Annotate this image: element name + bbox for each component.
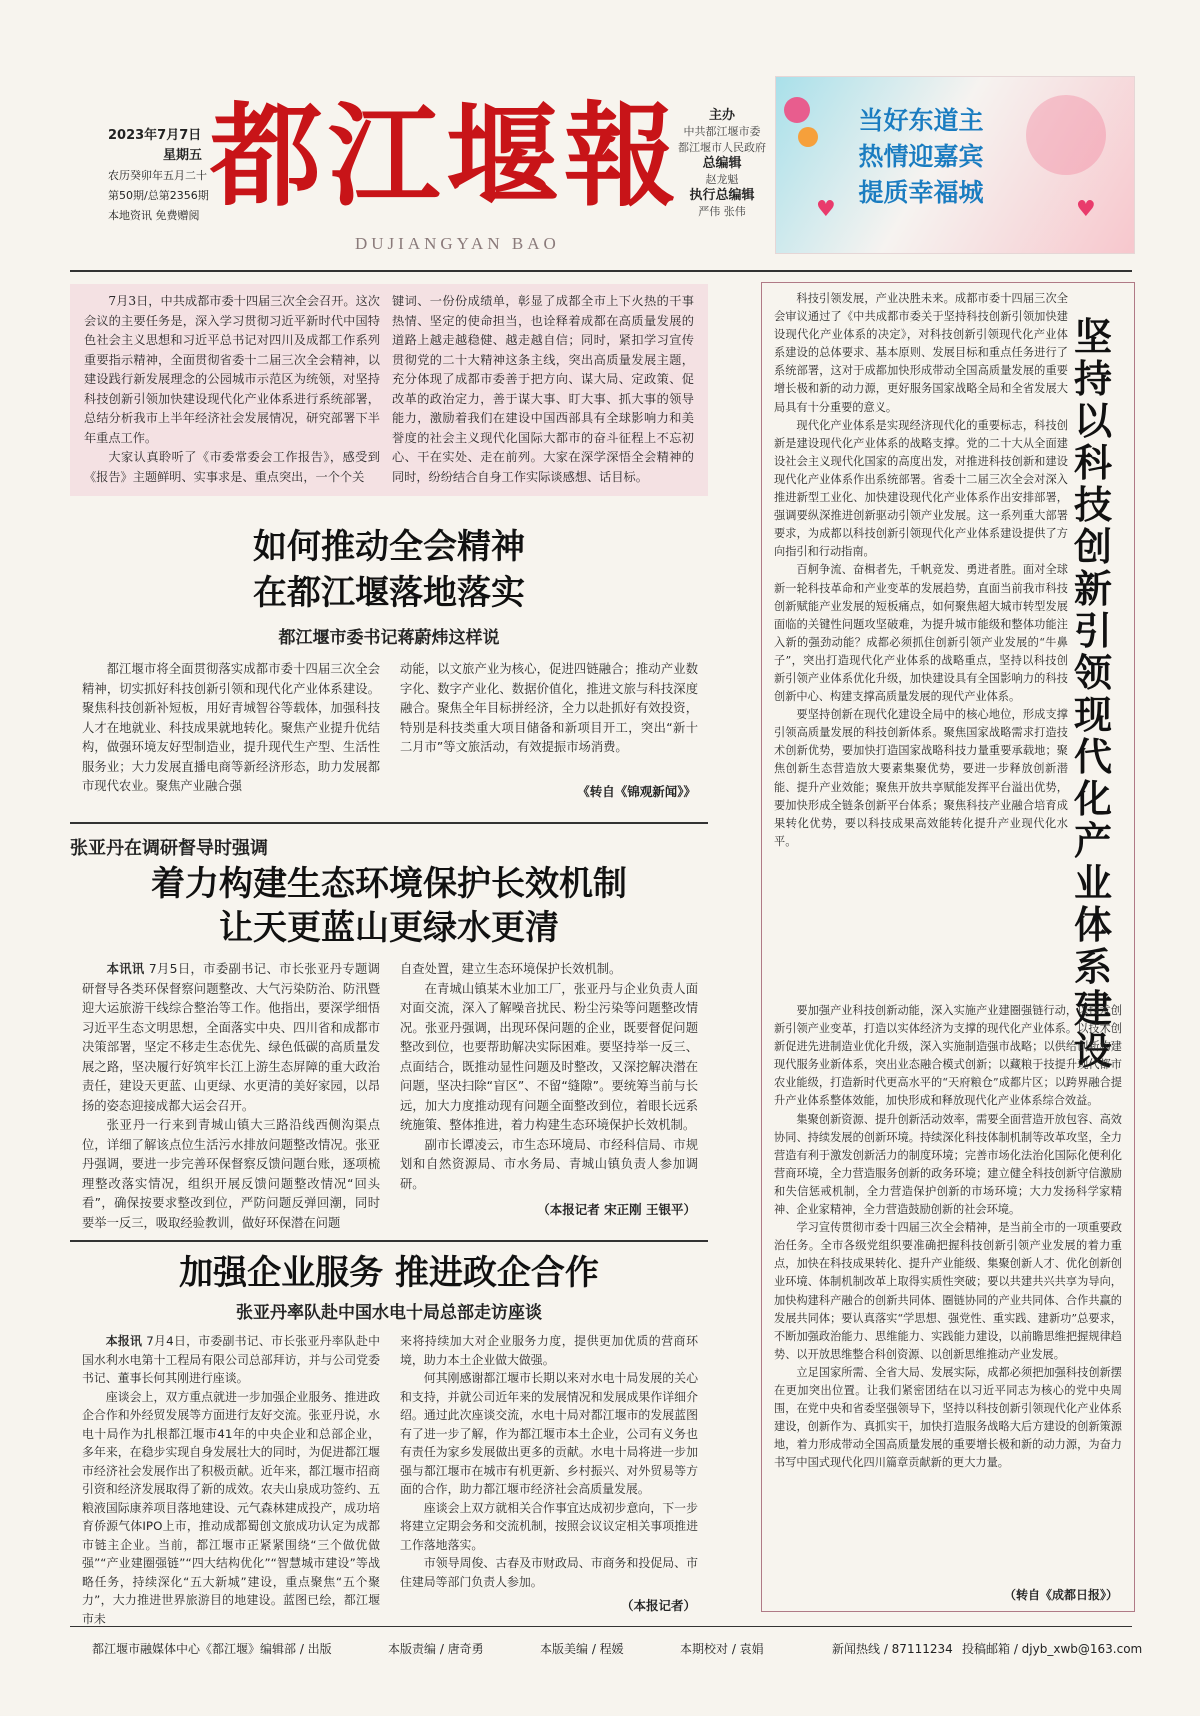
article-2-lede: 7月5日，市委副书记、市长张亚丹专题调研督导各类环保督察问题整改、大气污染防治、防汛暨迎大运旅游干线综合整治等工作。他指出，要深学细悟习近平生态文明思想，全面落实中央、四川省和成都市决策部署，坚定不移走生态优先、绿色低碳的高质量发展之路，坚决履行好筑牢长江上游生态屏障的重大政治责任，建设天更蓝、山更绿、水更清的美好家园，以昂扬的姿态迎接成都大运会召开。 bbox=[82, 962, 380, 1113]
article-1-subtitle: 都江堰市委书记蒋蔚炜这样说 bbox=[278, 628, 500, 648]
header-rule bbox=[70, 270, 1132, 272]
article-3-para-4: 何其刚感谢都江堰市长期以来对水电十局发展的关心和支持，并就公司近年来的发展情况和发展成果作详细介绍。通过此次座谈交流，水电十局对都江堰市的发展蓝图有了进一步了解，作为都江堰市本土企业，公司有义务也有责任为家乡发展做出更多的贡献。水电十局将进一步加强与都江堰市在城市有机更新、乡村振兴、对外贸易等方面的合作，助力都江堰市经济社会高质量发展。 bbox=[400, 1371, 698, 1496]
article-2-col-1 bbox=[82, 960, 380, 1233]
heart-icon: ♥ bbox=[816, 197, 836, 222]
lead-intro-para-1: 7月3日，中共成都市委十四届三次全会召开。这次会议的主要任务是，深入学习贯彻习近平新时代中国特色社会主义思想和习近平总书记对四川及成都工作系列重要指示精神，全面贯彻省委十二届三次全会精神，以建设践行新发展理念的公园城市示范区为统领，对坚持科技创新引领加快建设现代化产业体系进行系统部署，总结分析我市上半年经济社会发展情况，研究部署下半年重点工作。 bbox=[84, 294, 380, 445]
article-3-source: （本报记者） bbox=[620, 1598, 696, 1613]
footer bbox=[70, 1628, 1143, 1668]
article-3-subtitle: 张亚丹率队赴中国水电十局总部走访座谈 bbox=[236, 1303, 542, 1323]
lead-intro-para-2: 大家认真聆听了《市委常委会工作报告》，感受到《报告》主题鲜明、实事求是、重点突出，一个个关 bbox=[84, 450, 380, 484]
sponsor-1: 中共都江堰市委 bbox=[683, 125, 761, 138]
chief-editor: 赵龙魁 bbox=[705, 173, 739, 186]
slogan-line-3: 提质幸福城 bbox=[858, 178, 984, 207]
article-3-para-2: 座谈会上，双方重点就进一步加强企业服务、推进政企合作和外经贸发展等方面进行友好交流。张亚丹说，水电十局作为扎根都江堰市41年的中央企业和总部企业，多年来，在稳步实现自身发展壮大的同时，为促进都江堰市经济社会发展作出了积极贡献。近年来，都江堰市招商引资和经济发展取得了新的成效。农夫山泉成功签约、五粮液国际康养项目落地建设、元气森林建成投产，成功培育侨源气体IPO上市，推动成都蜀创文旅成功认定为成都市链主企业。当前，都江堰市正紧紧围绕“三个做优做强”“产业建圈强链”“四大结构优化”“智慧城市建设”等战略任务，持续深化“五大新城”建设，重点聚焦“五个聚力”，大力推进世界旅游目的地建设。蓝图已绘，都江堰市未 bbox=[82, 1389, 380, 1626]
masthead-title: 都江堰報 bbox=[210, 91, 682, 222]
article-2-para-5: 副市长谭凌云，市生态环境局、市经科信局、市规划和自然资源局、市水务局、青城山镇负责人参加调研。 bbox=[400, 1137, 698, 1191]
footer-rule bbox=[70, 1626, 1132, 1627]
lead-intro-col-1 bbox=[84, 292, 380, 487]
article-2-para-1 bbox=[82, 960, 380, 1116]
distribution-note: 本地资讯 免费赠阅 bbox=[108, 209, 200, 222]
balloon-icon bbox=[798, 127, 818, 147]
article-2-title-line-1: 着力构建生态环境保护长效机制 bbox=[151, 864, 627, 904]
article-3-para-6: 市领导周俊、古春及市财政局、市商务和投促局、市住建局等部门负责人参加。 bbox=[400, 1556, 698, 1589]
article-1-title-line-1: 如何推动全会精神 bbox=[253, 527, 525, 567]
lead-intro-panel bbox=[70, 284, 708, 496]
lead-intro-col-2: 键词、一份份成绩单，彰显了成都全市上下火热的干事热情、坚定的使命担当，也诠释着成都在高质量发展的道路上越走越稳健、越走越自信；同时，紧扣学习宣传贯彻党的二十大精神这条主线，突出高质量发展主题，充分体现了成都市委善于把方向、谋大局、定政策、促改革的政治定力，善于谋大事、盯大事、抓大事的领导能力，激励着我们在建设中国西部具有全球影响力和美誉度的社会主义现代化国际大都市的奋斗征程上不忘初心、干在实处、走在前列。大家在深学深悟全会精神的同时，纷纷结合自身工作实际谈感想、话目标。 bbox=[392, 294, 694, 484]
sponsor-label: 主办 bbox=[708, 108, 735, 123]
footer-email: 投稿邮箱 / djyb_xwb@163.com bbox=[962, 1642, 1143, 1656]
article-3-col-1 bbox=[82, 1332, 380, 1628]
right-feature-title: 坚持以科技创新引领现代化产业体系建设 bbox=[1074, 314, 1113, 1073]
article-3-para-1 bbox=[82, 1332, 380, 1388]
article-2-col-2 bbox=[400, 960, 698, 1194]
right-feature-source: （转自《成都日报》） bbox=[1004, 1588, 1119, 1602]
article-3-byline-label: 本报讯 bbox=[105, 1334, 143, 1348]
exec-editor-label: 执行总编辑 bbox=[689, 188, 755, 203]
right-feature-para-1: 科技引领发展，产业决胜未来。成都市委十四届三次全会审议通过了《中共成都市委关于坚持科技创新引领加快建设现代化产业体系的决定》，对科技创新引领现代化产业体系建设的总体要求、基本原则、发展目标和重点任务进行了系统部署，这对于成都加快形成带动全国高质量发展的重要增长极和新的动力源，更好服务国家战略全局和全省发展大局具有十分重要的意义。 bbox=[774, 292, 1068, 414]
balloon-icon bbox=[784, 97, 810, 123]
article-3-para-5: 座谈会上双方就相关合作事宜达成初步意向，下一步将建立定期会务和交流机制，按照会议议定相关事项推进工作落地落实。 bbox=[400, 1500, 698, 1552]
article-1 bbox=[70, 520, 708, 810]
issue-date: 2023年7月7日 bbox=[108, 128, 202, 143]
article-2-para-2: 张亚丹一行来到青城山镇大三路沿线西侧沟渠点位，详细了解该点位生活污水排放问题整改情况。张亚丹强调，要进一步完善环保督察反馈问题台账，逐项梳理整改落实情况，组织开展反馈问题整改情况“回头看”，确保按要求整改到位，严防问题反弹回潮，同时要举一反三，吸取经验教训，做好环保潜在问题 bbox=[82, 1118, 380, 1230]
right-feature-para-7: 学习宣传贯彻市委十四届三次全会精神，是当前全市的一项重要政治任务。全市各级党组织要准确把握科技创新引领产业发展的着力重点，加快在科技成果转化、提升产业能级、集聚创新人才、优化创新创业环境、体制机制改革上取得实质性突破；要以共建共兴共享为导向，加快构建科产融合的创新共同体、圈链协同的产业共同体、合作共赢的发展共同体；要认真落实“学思想、强党性、重实践、建新功”总要求，不断加强政治能力、思维能力、实践能力建设，以前瞻思维把握规律趋势、以开放思维整合科创资源、以创新思维推动产业发展。 bbox=[774, 1221, 1122, 1361]
article-2-para-4: 在青城山镇某木业加工厂，张亚丹与企业负责人面对面交流，深入了解噪音扰民、粉尘污染等问题整改情况。张亚丹强调，出现环保问题的企业，既要督促问题整改到位，也要帮助解决实际困难。要坚持举一反三、点面结合，既推动显性问题及时整改，又深挖解决潜在问题，坚决扫除“盲区”、不留“缝隙”。要统筹当前与长远，加大力度推动现有问题全面整改到位，着眼长远系统施策、整体推进，着力构建生态环境保护长效机制。 bbox=[400, 981, 698, 1132]
heart-icon: ♥ bbox=[1076, 197, 1096, 222]
article-2 bbox=[70, 832, 708, 1232]
footer-publisher: 都江堰市融媒体中心《都江堰》编辑部 / 出版 bbox=[92, 1642, 332, 1656]
divider-rule bbox=[70, 1240, 708, 1242]
article-3 bbox=[70, 1250, 708, 1626]
article-2-kicker: 张亚丹在调研督导时强调 bbox=[70, 838, 268, 859]
exec-editor: 严伟 张伟 bbox=[698, 205, 746, 218]
article-1-col-2: 动能，以文旅产业为核心，促进四链融合；推动产业数字化、数字产业化、数据价值化，推进文旅与科技深度融合。聚焦全年目标拼经济，全力以赴抓好有效投资，特别是科技类重大项目储备和新项目开工，突出“新十二月市”等文旅活动，有效提振市场消费。 bbox=[400, 662, 698, 754]
article-3-para-3: 来将持续加大对企业服务力度，提供更加优质的营商环境，助力本土企业做大做强。 bbox=[400, 1334, 698, 1367]
sponsor-2: 都江堰市人民政府 bbox=[678, 141, 766, 154]
divider-rule bbox=[70, 822, 708, 824]
slogan-line-1: 当好东道主 bbox=[858, 106, 984, 135]
article-3-title: 加强企业服务 推进政企合作 bbox=[179, 1253, 599, 1293]
right-feature-para-5: 要加强产业科技创新动能，深入实施产业建圈强链行动，以技术创新引领产业变革，打造以实体经济为支撑的现代化产业体系。以技术创新促进先进制造业优化升级，深入实施制造强市战略；以供给创新构建现代服务业新体系，突出业态融合模式创新；以藏粮于技提升现代都市农业能级，打造新时代更高水平的“天府粮仓”成都片区；以跨界融合提升产业体系整体效能，加快形成和释放现代化产业体系综合效益。 bbox=[774, 1004, 1122, 1108]
right-feature-body-wide bbox=[774, 1002, 1122, 1472]
right-feature-para-4: 要坚持创新在现代化建设全局中的核心地位，形成支撑引领高质量发展的科技创新体系。聚焦国家战略需求打造技术创新优势，要加快打造国家战略科技力量重要承载地；聚焦创新生态营造放大要素集聚优势，要进一步释放创新潜能、提升产业效能；聚焦开放共享赋能发挥平台溢出优势，要加快形成全链条创新平台体系；聚焦科技产业融合培育成果转化优势，要以科技成果高效能转化提升产业现代化水平。 bbox=[774, 708, 1068, 848]
footer-proofreader: 本期校对 / 袁娟 bbox=[680, 1642, 764, 1656]
chief-editor-label: 总编辑 bbox=[702, 156, 742, 171]
masthead-pinyin: DUJIANGYAN BAO bbox=[355, 234, 560, 253]
right-feature-para-6: 集聚创新资源、提升创新活动效率，需要全面营造开放包容、高效协同、持续发展的创新环境。持续深化科技体制机制等改革攻坚，全力营造有利于激发创新活力的制度环境；完善市场化法治化国际化便利化营商环境，全力营造服务创新的政务环境；建立健全科技创新守信激励和失信惩戒机制，全力营造保护创新的市场环境；大力发扬科学家精神、企业家精神，全力营造鼓励创新的社会环境。 bbox=[774, 1112, 1122, 1217]
banner-slogan bbox=[836, 103, 1006, 211]
article-3-lede: 7月4日，市委副书记、市长张亚丹率队赴中国水利水电第十工程局有限公司总部拜访，并与公司党委书记、董事长何其刚进行座谈。 bbox=[82, 1334, 380, 1385]
article-2-para-3: 自查处置，建立生态环境保护长效机制。 bbox=[400, 962, 622, 976]
article-2-title-line-2: 让天更蓝山更绿水更清 bbox=[219, 908, 559, 948]
right-feature-para-3: 百舸争流、奋楫者先，千帆竞发、勇进者胜。面对全球新一轮科技革命和产业变革的发展趋势，直面当前我市科技创新赋能产业发展的短板痛点，如何聚焦超大城市转型发展面临的关键性问题攻坚破难，为提升城市能级和整体功能注入新的强劲动能？成都必须抓住创新引领产业发展的“牛鼻子”，突出打造现代化产业体系的战略重点，坚持以科技创新引领产业体系优化升级，加快建设具有全国影响力的科技创新中心、构建支撑高质量发展的现代产业体系。 bbox=[774, 563, 1068, 704]
issue-weekday: 星期五 bbox=[163, 148, 203, 163]
footer-editor: 本版责编 / 唐奇勇 bbox=[388, 1642, 484, 1656]
article-1-title-line-2: 在都江堰落地落实 bbox=[253, 573, 525, 613]
masthead bbox=[210, 82, 682, 253]
issue-number: 第50期/总第2356期 bbox=[108, 189, 209, 202]
article-2-byline-label: 本讯讯 bbox=[106, 962, 145, 976]
article-2-source: （本报记者 宋正刚 王银平） bbox=[537, 1202, 696, 1217]
promo-banner bbox=[775, 76, 1135, 254]
article-1-source: 《转自《锦观新闻》》 bbox=[577, 784, 696, 799]
article-1-col-1: 都江堰市将全面贯彻落实成都市委十四届三次全会精神，切实抓好科技创新引领和现代化产业体系建设。聚焦科技创新补短板，用好青城智谷等载体，加强科技人才在地就业、科技成果就地转化。聚焦产业提升优结构，做强环境友好型制造业，提升现代生产型、生活性服务业；大力发展直播电商等新经济形态，助力发展都市现代农业。聚焦产业融合强 bbox=[82, 662, 380, 793]
right-feature-para-2: 现代化产业体系是实现经济现代化的重要标志，科技创新是建设现代化产业体系的战略支撑。党的二十大从全面建设社会主义现代化国家的高度出发，对推进科技创新和建设现代化产业体系作出系统部署。省委十二届三次全会对深入推进新型工业化、加快建设现代化产业体系作出安排部署，强调要纵深推进创新驱动引领产业发展。这一系列重大部署要求，为成都以科技创新引领现代化产业体系建设提供了方向指引和行动指南。 bbox=[774, 418, 1068, 559]
firework-icon bbox=[1026, 95, 1106, 175]
slogan-line-2: 热情迎嘉宾 bbox=[858, 142, 984, 171]
lunar-date: 农历癸卯年五月二十 bbox=[108, 169, 207, 182]
footer-hotline: 新闻热线 / 87111234 bbox=[832, 1642, 953, 1656]
issue-meta bbox=[108, 126, 210, 226]
article-3-col-2 bbox=[400, 1332, 698, 1591]
right-feature-body bbox=[774, 290, 1068, 851]
footer-designer: 本版美编 / 程媛 bbox=[540, 1642, 624, 1656]
credits bbox=[672, 108, 772, 220]
right-feature-para-8: 立足国家所需、全省大局、发展实际，成都必须把加强科技创新摆在更加突出位置。让我们紧密团结在以习近平同志为核心的党中央周围，在党中央和省委坚强领导下，坚持以科技创新引领现代化产业体系建设，创新作为、真抓实干，加快打造服务战略大后方建设的创新策源地，着力形成带动全国高质量发展的重要增长极和新的动力源，为奋力书写中国式现代化四川篇章贡献新的更大力量。 bbox=[774, 1365, 1122, 1470]
